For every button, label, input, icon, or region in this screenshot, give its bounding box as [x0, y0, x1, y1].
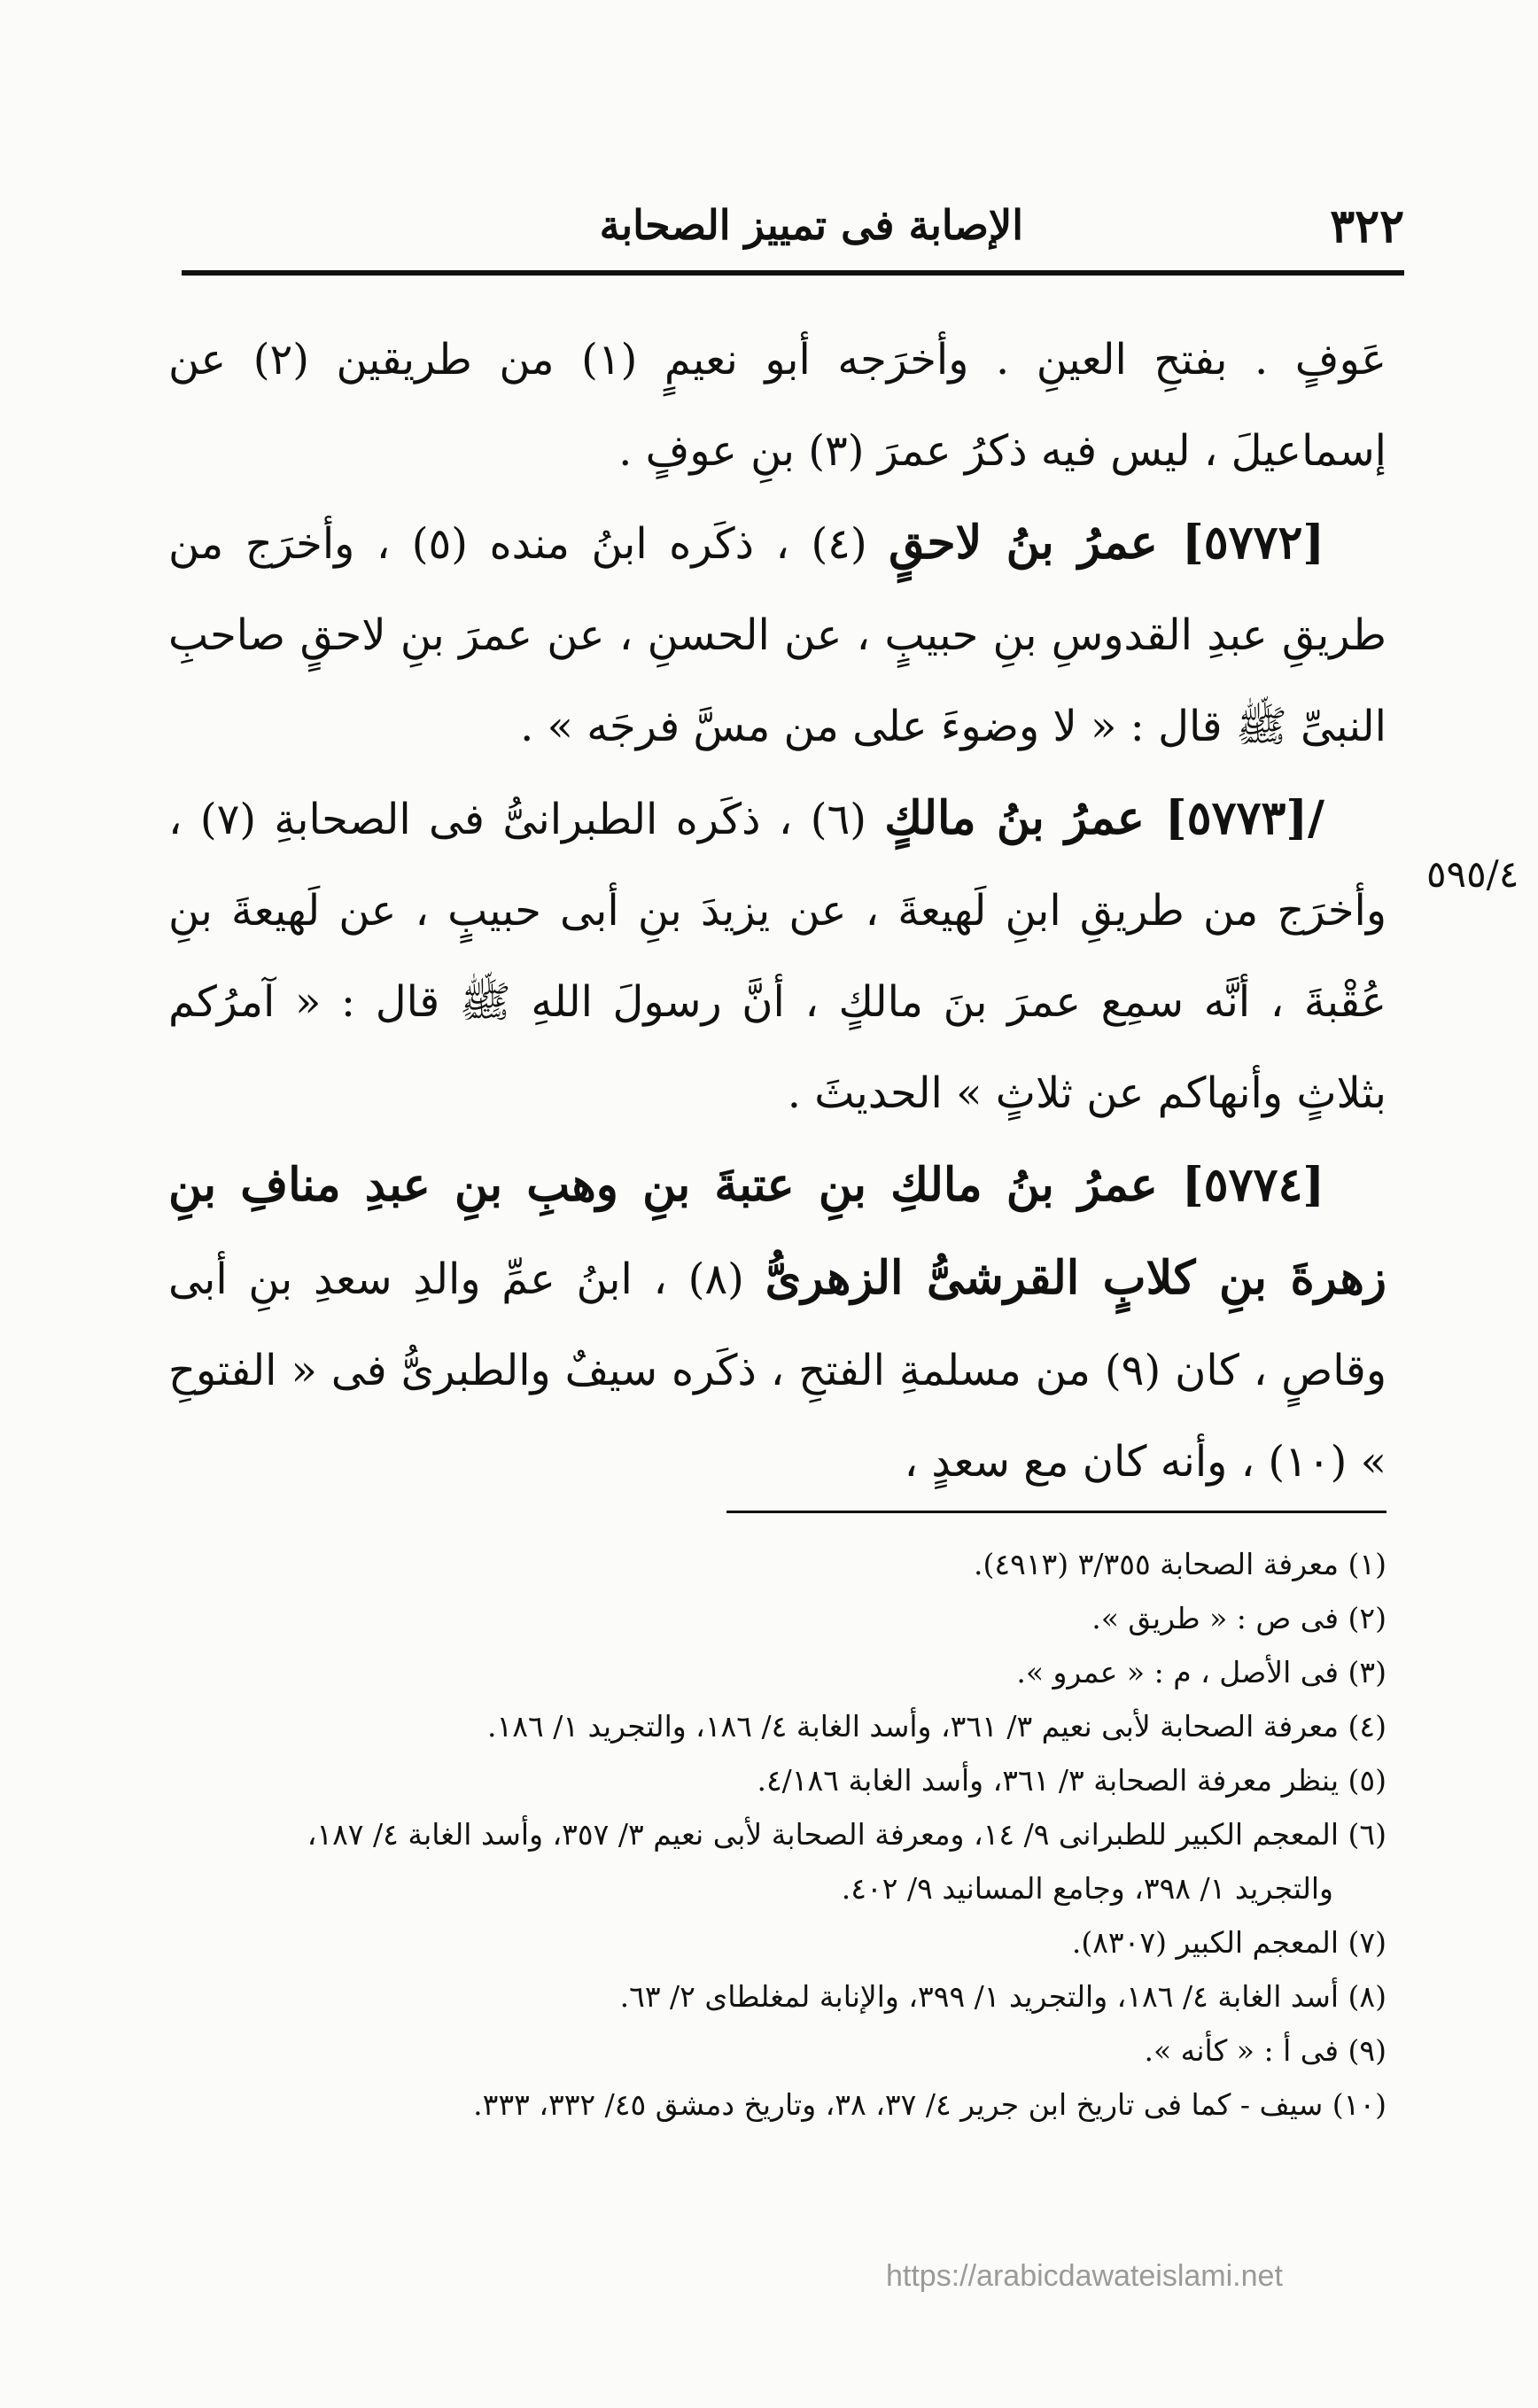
header-rule — [182, 270, 1404, 276]
footnote-4: (٤) معرفة الصحابة لأبى نعيم ٣/ ٣٦١، وأسد الغابة ٤/ ١٨٦، والتجريد ١/ ١٨٦. — [487, 1709, 1387, 1744]
entry-5774 — [168, 1139, 1387, 1508]
entry-5772 — [168, 497, 1387, 773]
entry-5774-text: (٨) ، ابنُ عمِّ والدِ سعدِ بنِ أبى وقاصٍ ، كان (٩) من مسلمةِ الفتحِ ، ذكَره سيفٌ والطبرىُّ فى « الفتوحِ » (١٠) ، وأنه كان مع سعدٍ ، — [168, 1254, 1387, 1487]
entry-5773 — [168, 773, 1387, 1139]
footnote-9: (٩) فى أ : « كأنه ». — [1144, 2033, 1387, 2068]
entry-5774-heading: [٥٧٧٤] عمرُ بنُ مالكِ بنِ عتبةَ بنِ وهبِ بنِ عبدِ منافِ بنِ زهرةَ بنِ كلابٍ القرشىُّ الزهرىُّ — [168, 1158, 1387, 1305]
footnote-6: (٦) المعجم الكبير للطبرانى ٩/ ١٤، ومعرفة الصحابة لأبى نعيم ٣/ ٣٥٧، وأسد الغابة ٤/ ١٨٧، — [307, 1817, 1387, 1852]
paragraph-continuation: عَوفٍ . بفتحِ العينِ . وأخرَجه أبو نعيمٍ (١) من طريقين (٢) عن إسماعيلَ ، ليس فيه ذكرُ عمرَ (٣) بنِ عوفٍ . — [168, 335, 1387, 476]
footnote-6-continuation: والتجريد ١/ ٣٩٨، وجامع المسانيد ٩/ ٤٠٢. — [841, 1871, 1333, 1906]
footnotes — [168, 1537, 1387, 2132]
main-text — [168, 315, 1387, 1508]
footnote-10: (١٠) سيف - كما فى تاريخ ابن جرير ٤/ ٣٧، ٣٨، وتاريخ دمشق ٤٥/ ٣٣٢، ٣٣٣. — [473, 2087, 1387, 2122]
watermark-url: https://arabicdawateislami.net — [886, 2259, 1283, 2293]
entry-5772-text: (٤) ، ذكَره ابنُ منده (٥) ، وأخرَج من طريقِ عبدِ القدوسِ بنِ حبيبٍ ، عن الحسنِ ، عن عمرَ بنِ لاحقٍ صاحبِ النبىِّ ﷺ قال : « لا وضوءَ على من مسَّ فرجَه » . — [168, 519, 1387, 751]
footnote-8: (٨) أسد الغابة ٤/ ١٨٦، والتجريد ١/ ٣٩٩، والإنابة لمغلطاى ٢/ ٦٣. — [619, 1979, 1387, 2014]
footnote-3: (٣) فى الأصل ، م : « عمرو ». — [1016, 1655, 1387, 1689]
entry-5773-heading: /[٥٧٧٣] عمرُ بنُ مالكٍ — [884, 791, 1324, 845]
entry-5773-text: (٦) ، ذكَره الطبرانىُّ فى الصحابةِ (٧) ، وأخرَج من طريقِ ابنِ لَهيعةَ ، عن يزيدَ بنِ أبى حبيبٍ ، عن لَهيعةَ بنِ عُقْبةَ ، أنَّه سمِع عمرَ بنَ مالكٍ ، أنَّ رسولَ اللهِ ﷺ قال : « آمرُكم بثلاثٍ وأنهاكم عن ثلاثٍ » الحديثَ . — [168, 795, 1387, 1118]
footnote-5: (٥) ينظر معرفة الصحابة ٣/ ٣٦١، وأسد الغابة ٤/١٨٦. — [757, 1763, 1387, 1798]
running-title: الإصابة فى تمييز الصحابة — [599, 201, 1023, 249]
footnotes-rule — [726, 1511, 1387, 1513]
entry-5772-heading: [٥٧٧٢] عمرُ بنُ لاحقٍ — [889, 516, 1325, 570]
footnote-7: (٧) المعجم الكبير (٨٣٠٧). — [1071, 1925, 1387, 1960]
footnote-2: (٢) فى ص : « طريق ». — [1091, 1601, 1387, 1635]
page-number: ٣٢٢ — [1330, 199, 1404, 253]
footnote-1: (١) معرفة الصحابة ٣/٣٥٥ (٤٩١٣). — [974, 1547, 1387, 1581]
margin-reference: ٥٩٥/٤ — [1426, 852, 1519, 896]
page-header — [182, 190, 1404, 270]
